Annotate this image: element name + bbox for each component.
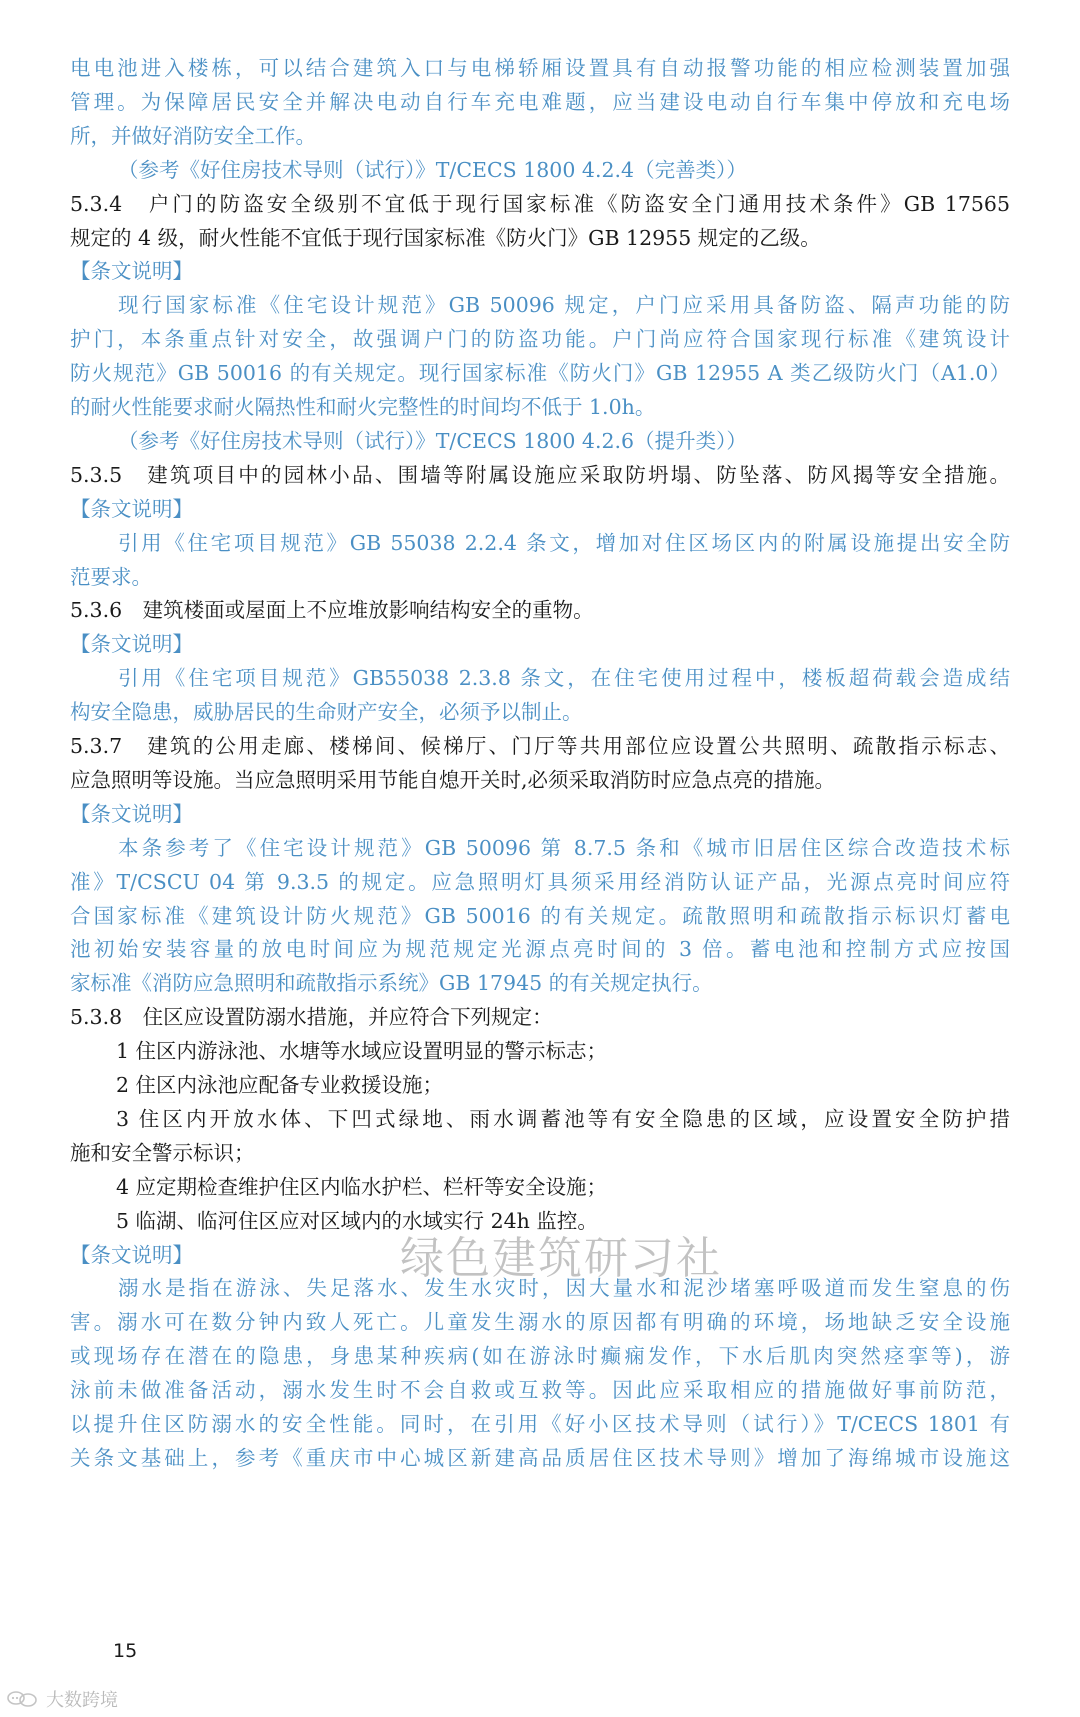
text-line: 准》T/CSCU 04 第 9.3.5 的规定。应急照明灯具须采用经消防认证产品，光源点亮时间应符	[70, 869, 1010, 894]
text-line: 溺水是指在游泳、失足落水、发生水灾时，因大量水和泥沙堵塞呼吸道而发生窒息的伤	[118, 1276, 1010, 1301]
text-line: 以提升住区防溺水的安全性能。同时，在引用《好小区技术导则（试行）》T/CECS 1801 有	[70, 1412, 1010, 1436]
text-line: 5.3.5 建筑项目中的园林小品、围墙等附属设施应采取防坍塌、防坠落、防风揭等安全措施。	[70, 462, 1010, 487]
chat-bubbles-icon	[6, 1689, 40, 1709]
watermark: 绿色建筑研习社	[400, 1233, 722, 1284]
text-line: 泳前未做准备活动，溺水发生时不会自救或互救等。因此应采取相应的措施做好事前防范，	[70, 1378, 1010, 1403]
text-line: 池初始安装容量的放电时间应为规范规定光源点亮时间的 3 倍。蓄电池和控制方式应按国	[70, 937, 1010, 962]
text-line: 关条文基础上，参考《重庆市中心城区新建高品质居住区技术导则》增加了海绵城市设施这	[70, 1445, 1010, 1470]
page-number: 15	[113, 1640, 138, 1662]
text-line: 电电池进入楼栋，可以结合建筑入口与电梯轿厢设置具有自动报警功能的相应检测装置加强	[70, 56, 1010, 80]
text-line: 2 住区内泳池应配备专业救援设施；	[116, 1073, 444, 1097]
text-line: 范要求。	[70, 564, 152, 589]
text-line: （参考《好住房技术导则（试行）》T/CECS 1800 4.2.6（提升类））	[118, 428, 747, 453]
text-line: 5.3.7 建筑的公用走廊、楼梯间、候梯厅、门厅等共用部位应设置公共照明、疏散指示标志、	[70, 734, 1010, 758]
text-line: 【条文说明】	[70, 801, 193, 826]
text-line: 的耐火性能要求耐火隔热性和耐火完整性的时间均不低于 1.0h。	[70, 395, 656, 419]
text-line: 构安全隐患，威胁居民的生命财产安全，必须予以制止。	[70, 700, 583, 725]
text-line: 【条文说明】	[70, 259, 193, 284]
text-line: 合国家标准《建筑设计防火规范》GB 50016 的有关规定。疏散照明和疏散指示标识灯蓄电	[70, 903, 1010, 928]
text-line: 规定的 4 级，耐火性能不宜低于现行国家标准《防火门》GB 12955 规定的乙级。	[70, 225, 821, 250]
text-line: 【条文说明】	[70, 632, 193, 657]
corner-logo	[6, 1686, 118, 1712]
text-line: 所，并做好消防安全工作。	[70, 123, 316, 148]
text-line: 应急照明等设施。当应急照明采用节能自熄开关时,必须采取消防时应急点亮的措施。	[70, 767, 836, 792]
text-line: 5.3.8 住区应设置防溺水措施，并应符合下列规定：	[70, 1005, 553, 1030]
text-line: 施和安全警示标识；	[70, 1140, 255, 1165]
text-line: 【条文说明】	[70, 1242, 193, 1267]
text-line: （参考《好住房技术导则（试行）》T/CECS 1800 4.2.4（完善类））	[118, 157, 747, 182]
text-line: 【条文说明】	[70, 496, 193, 521]
text-line: 引用《住宅项目规范》GB55038 2.3.8 条文，在住宅使用过程中，楼板超荷载会造成结	[118, 666, 1010, 691]
text-line: 1 住区内游泳池、水塘等水域应设置明显的警示标志；	[116, 1039, 608, 1064]
text-line: 防火规范》GB 50016 的有关规定。现行国家标准《防火门》GB 12955 A 类乙级防火门（A1.0）	[70, 361, 1010, 386]
corner-logo-text: 大数跨境	[46, 1690, 118, 1711]
text-line: 护门，本条重点针对安全，故强调户门的防盗功能。户门尚应符合国家现行标准《建筑设计	[70, 327, 1010, 352]
text-line: 3 住区内开放水体、下凹式绿地、雨水调蓄池等有安全隐患的区域，应设置安全防护措	[116, 1106, 1010, 1131]
text-line: 管理。为保障居民安全并解决电动自行车充电难题，应当建设电动自行车集中停放和充电场	[70, 89, 1010, 114]
text-line: 引用《住宅项目规范》GB 55038 2.2.4 条文，增加对住区场区内的附属设施提出安全防	[118, 530, 1010, 555]
text-line: 5.3.4 户门的防盗安全级别不宜低于现行国家标准《防盗安全门通用技术条件》GB 17565	[70, 191, 1010, 216]
text-line: 家标准《消防应急照明和疏散指示系统》GB 17945 的有关规定执行。	[70, 971, 713, 996]
text-line: 4 应定期检查维护住区内临水护栏、栏杆等安全设施；	[116, 1174, 608, 1199]
text-line: 或现场存在潜在的隐患，身患某种疾病(如在游泳时癫痫发作，下水后肌肉突然痉挛等)，游	[70, 1344, 1010, 1369]
text-line: 现行国家标准《住宅设计规范》GB 50096 规定，户门应采用具备防盗、隔声功能的防	[118, 293, 1010, 318]
text-line: 5.3.6 建筑楼面或屋面上不应堆放影响结构安全的重物。	[70, 598, 594, 623]
text-line: 5 临湖、临河住区应对区域内的水域实行 24h 监控。	[116, 1208, 598, 1233]
text-line: 本条参考了《住宅设计规范》GB 50096 第 8.7.5 条和《城市旧居住区综合改造技术标	[118, 835, 1010, 860]
text-line: 害。溺水可在数分钟内致人死亡。儿童发生溺水的原因都有明确的环境，场地缺乏安全设施	[70, 1310, 1010, 1335]
